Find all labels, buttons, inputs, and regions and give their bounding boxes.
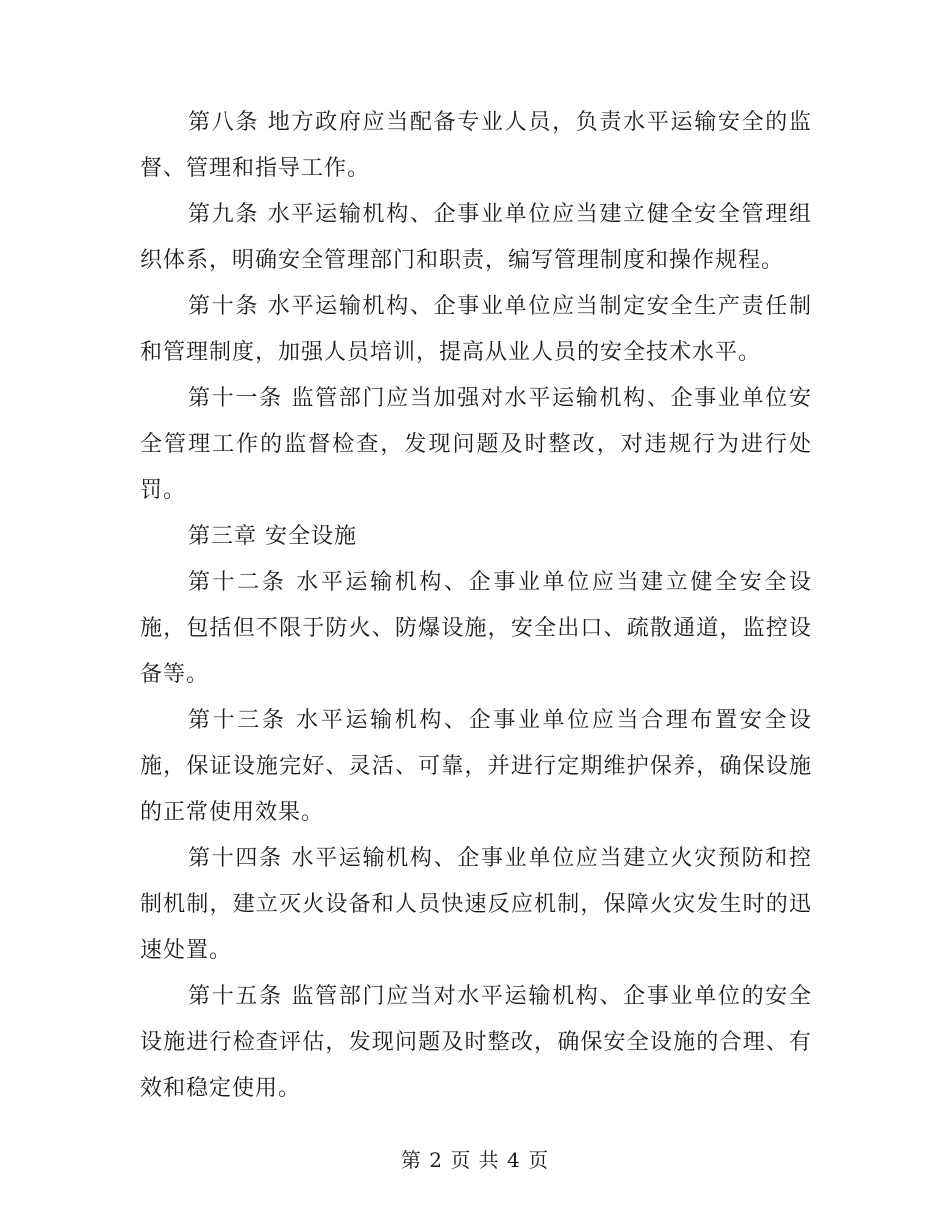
article-8-paragraph: 第八条 地方政府应当配备专业人员，负责水平运输安全的监督、管理和指导工作。 <box>140 110 812 181</box>
article-15-paragraph: 第十五条 监管部门应当对水平运输机构、企事业单位的安全设施进行检查评估，发现问题及时整改，确保安全设施的合理、有效和稳定使用。 <box>140 984 812 1101</box>
chapter-3-heading: 第三章 安全设施 <box>188 524 357 549</box>
document-body <box>140 100 812 1112</box>
article-9-paragraph: 第九条 水平运输机构、企事业单位应当建立健全安全管理组织体系，明确安全管理部门和职责，编写管理制度和操作规程。 <box>140 202 812 273</box>
article-12-paragraph: 第十二条 水平运输机构、企事业单位应当建立健全安全设施，包括但不限于防火、防爆设施，安全出口、疏散通道，监控设备等。 <box>140 570 812 687</box>
article-14-paragraph: 第十四条 水平运输机构、企事业单位应当建立火灾预防和控制机制，建立灭火设备和人员快速反应机制，保障火灾发生时的迅速处置。 <box>140 846 812 963</box>
article-10-paragraph: 第十条 水平运输机构、企事业单位应当制定安全生产责任制和管理制度，加强人员培训，提高从业人员的安全技术水平。 <box>140 294 812 365</box>
article-11-paragraph: 第十一条 监管部门应当加强对水平运输机构、企事业单位安全管理工作的监督检查，发现问题及时整改，对违规行为进行处罚。 <box>140 386 812 503</box>
article-13-paragraph: 第十三条 水平运输机构、企事业单位应当合理布置安全设施，保证设施完好、灵活、可靠，并进行定期维护保养，确保设施的正常使用效果。 <box>140 708 812 825</box>
page-number-footer: 第 2 页 共 4 页 <box>400 1148 550 1172</box>
